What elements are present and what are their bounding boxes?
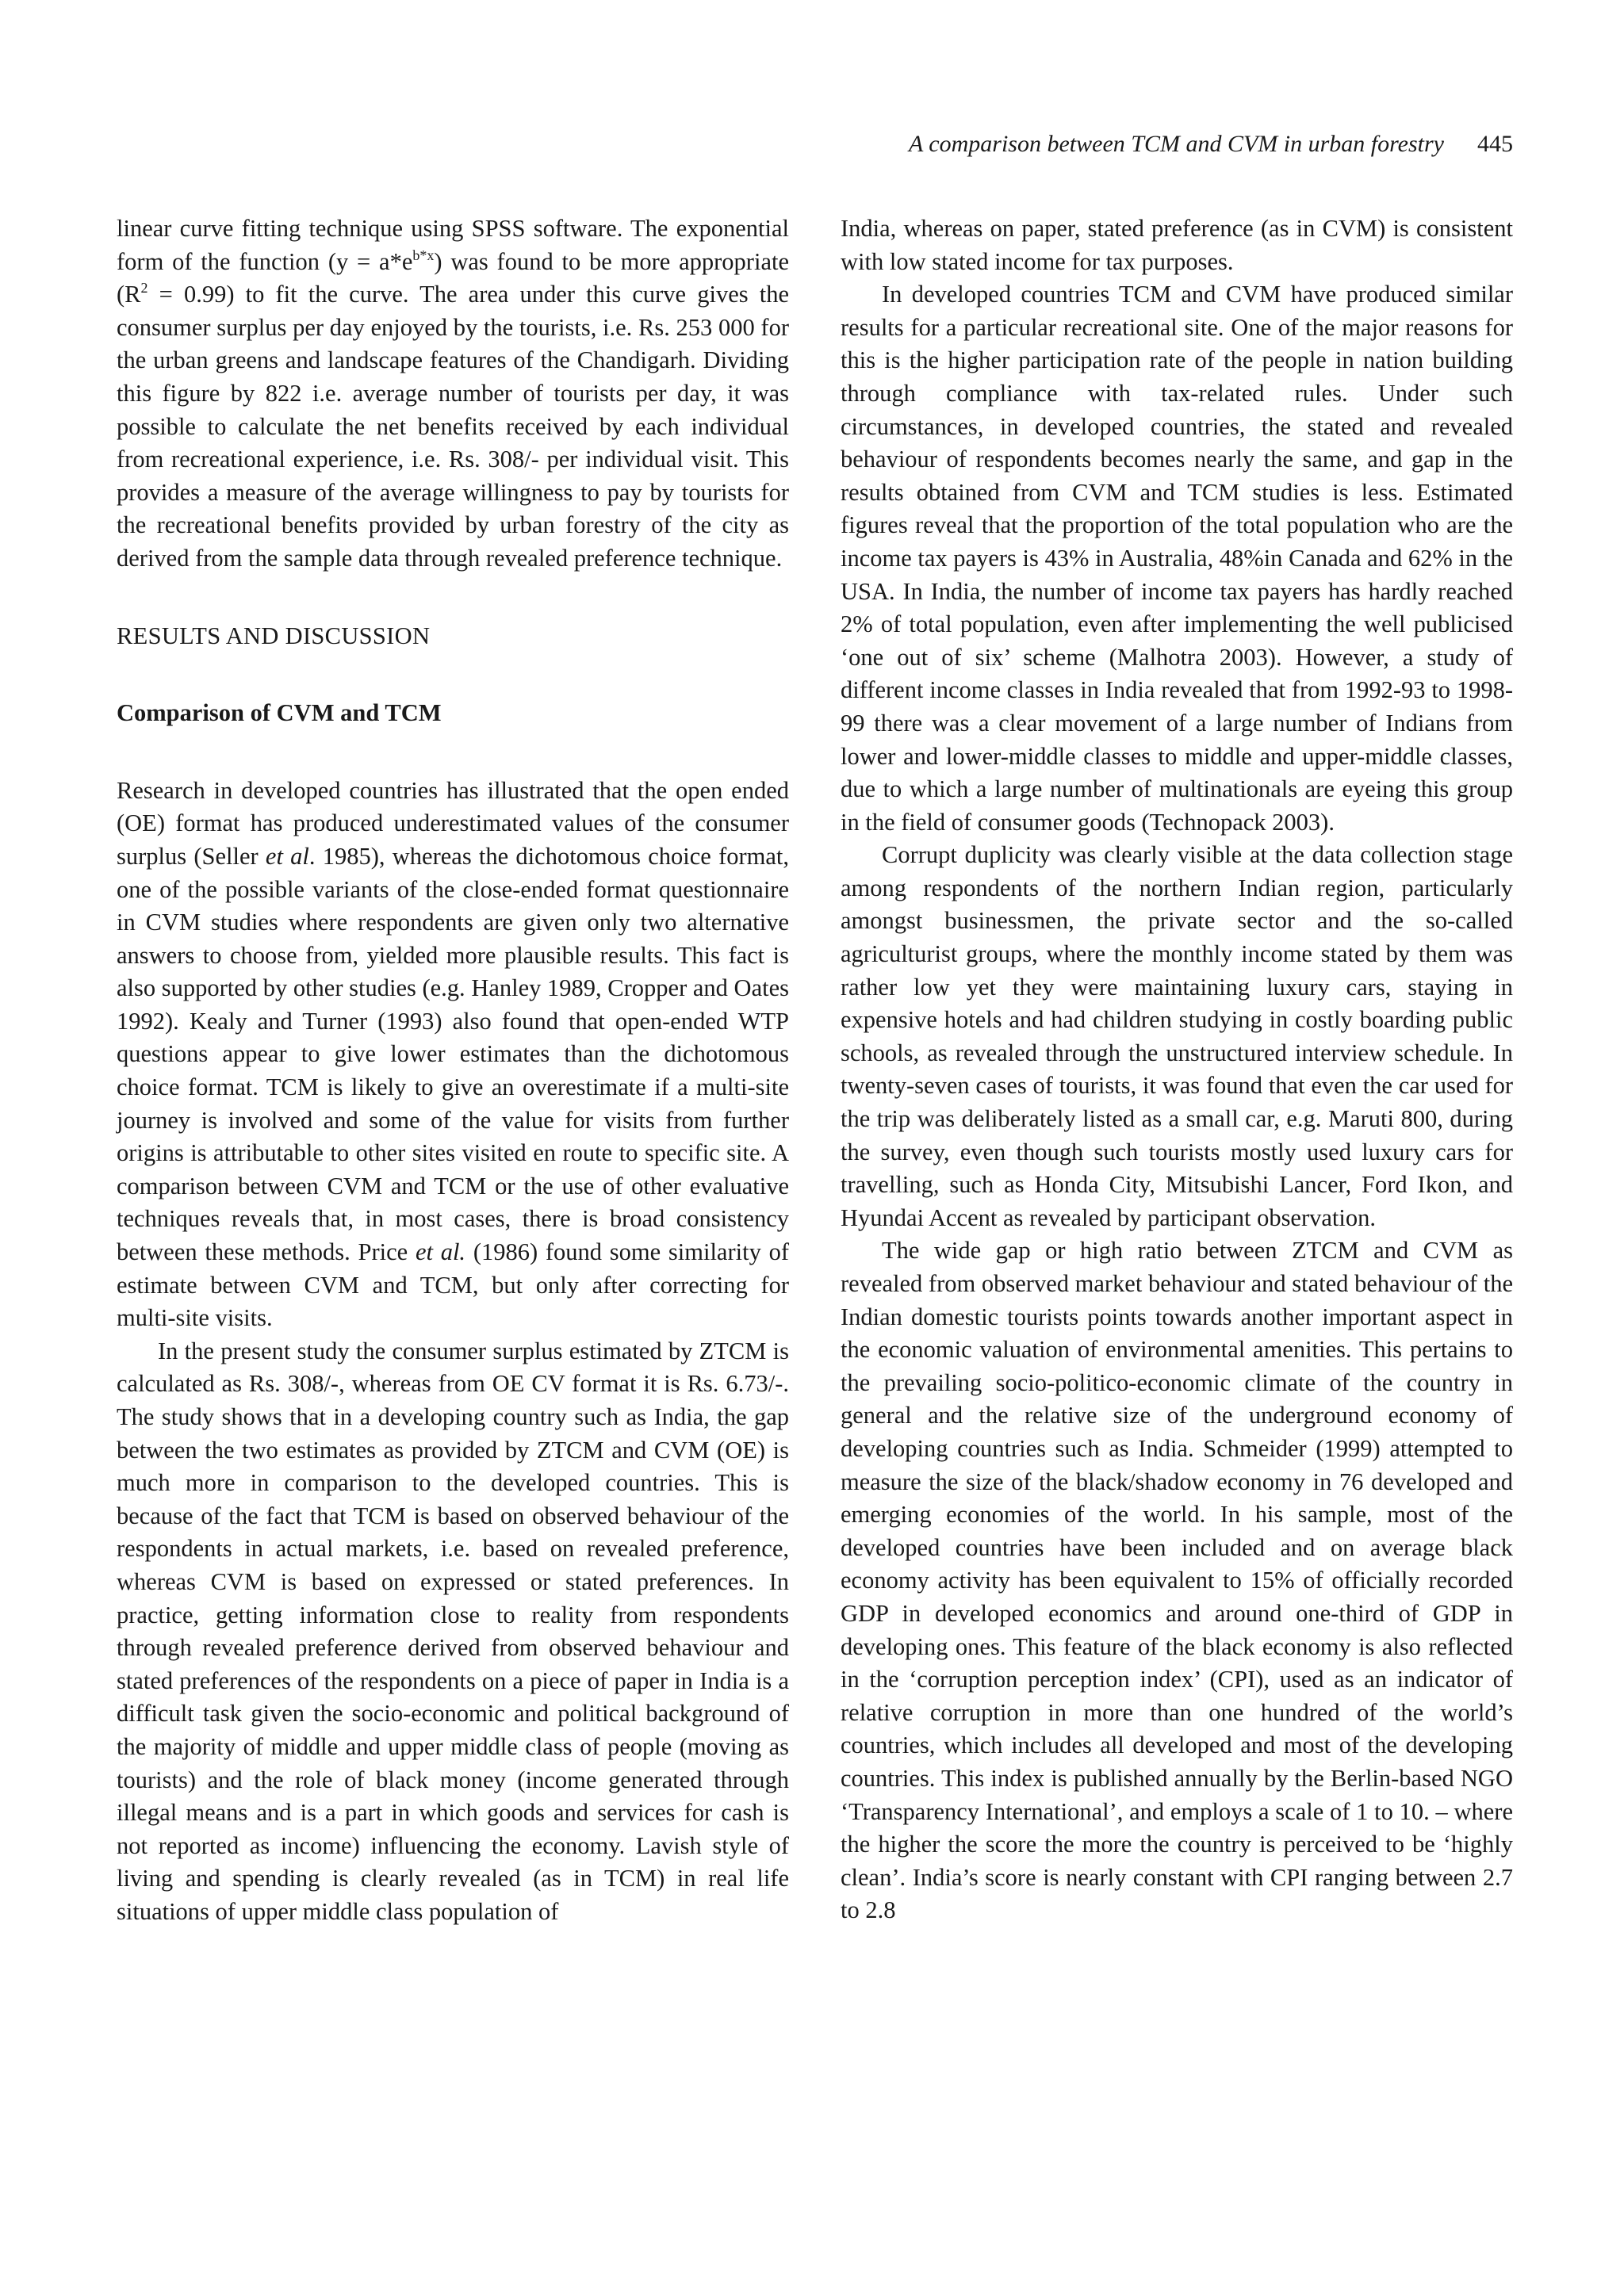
left-column xyxy=(117,212,789,1929)
paragraph-wide-gap: The wide gap or high ratio between ZTCM and CVM as revealed from observed market behaviour and stated behaviour of the Indian domestic tourists points towards another important aspect in the economic valuation of environmental amenities. This pertains to the prevailing socio-politico-economic climate of the country in general and the relative size of the underground economy of developing countries such as India. Schmeider (1999) attempted to measure the size of the black/shadow economy in 76 developed and emerging economies of the world. In his sample, most of the developed countries have been included and on average black economy activity has been equivalent to 15% of officially recorded GDP in developed economics and around one-third of GDP in developing ones. This feature of the black economy is also reflected in the ‘corruption perception index’ (CPI), used as an indicator of relative corruption in more than one hundred of the world’s countries, which includes all developed and most of the developing countries. This index is published annually by the Berlin-based NGO ‘Transparency International’, and employs a scale of 1 to 10. – where the higher the score the more the country is perceived to be ‘highly clean’. India’s score is nearly constant with CPI ranging between 2.7 to 2.8 xyxy=(841,1237,1513,1924)
paragraph-research xyxy=(117,775,789,1335)
superscript-exponent: b*x xyxy=(412,247,435,263)
paragraph-developed-countries: In developed countries TCM and CVM have produced similar results for a particular recreational site. One of the major reasons for this is the higher participation rate of the people in nation building through compliance with tax-related rules. Under such circumstances, in developed countries, the stated and revealed behaviour of respondents becomes nearly the same, and gap in the results obtained from CVM and TCM studies is less. Estimated figures reveal that the proportion of the total population who are the income tax payers is 43% in Australia, 48%in Canada and 62% in the USA. In India, the number of income tax payers has hardly reached 2% of total population, even after implementing the well publicised ‘one out of six’ scheme (Malhotra 2003). However, a study of different income classes in India revealed that from 1992-93 to 1998-99 there was a clear movement of a large number of Indians from lower and lower-middle classes to middle and upper-middle classes, due to which a large number of multinationals are eyeing this group in the field of consumer goods (Technopack 2003). xyxy=(841,281,1513,836)
paragraph-corrupt-duplicity: Corrupt duplicity was clearly visible at the data collection stage among respondents of the northern Indian region, particularly amongst businessmen, the private sector and the so-called agriculturist groups, where the monthly income stated by them was rather low yet they were maintaining luxury cars, staying in expensive hotels and had children studying in costly boarding public schools, as revealed through the unstructured interview schedule. In twenty-seven cases of tourists, it was found that even the car used for the trip was deliberately listed as a small car, e.g. Maruti 800, during the survey, even though such tourists mostly used luxury cars for travelling, such as Honda City, Mitsubishi Lancer, Ford Ikon, and Hyundai Accent as revealed by participant observation. xyxy=(841,841,1513,1231)
text-run: . 1985), whereas the dichotomous choice format, one of the possible variants of the close-ended format questionnaire in CVM studies where respondents are given only two alternative answers to choose from, yielded more plausible results. This fact is also supported by other studies (e.g. Hanley 1989, Cropper and Oates 1992). Kealy and Turner (1993) also found that open-ended WTP questions appear to give lower estimates than the dichotomous choice format. TCM is likely to give an overestimate if a multi-site journey is involved and some of the value for visits from further origins is attributable to other sites visited en route to specific site. A comparison between CVM and TCM or the use of other evaluative techniques reveals that, in most cases, there is broad consistency between these methods. Price xyxy=(117,842,789,1266)
superscript-r-squared: 2 xyxy=(140,280,148,297)
running-title: A comparison between TCM and CVM in urban forestry xyxy=(909,131,1444,157)
text-run: (1986) found some similarity of estimate between CVM and TCM, but only after correcting for multi-site visits. xyxy=(117,1238,789,1332)
right-column xyxy=(841,212,1513,1927)
text-run: Research in developed countries has illustrated that the open ended (OE) format has produced underestimated values of the consumer surplus (Seller xyxy=(117,776,789,870)
text-run: linear curve fitting technique using SPSS software. The exponential form of the function (y = a*e xyxy=(117,215,789,275)
running-header xyxy=(825,127,1513,162)
subsection-heading-comparison: Comparison of CVM and TCM xyxy=(117,699,442,727)
text-run: ) was found to be more appropriate (R xyxy=(117,247,789,308)
page-number: 445 xyxy=(1477,131,1513,157)
paragraph-continued: India, whereas on paper, stated preference (as in CVM) is consistent with low stated income for tax purposes. xyxy=(841,215,1513,275)
section-heading-results: RESULTS AND DISCUSSION xyxy=(117,622,431,649)
italic-et-al: et al xyxy=(265,842,309,870)
paragraph-present-study: In the present study the consumer surplus estimated by ZTCM is calculated as Rs. 308/-, whereas from OE CV format it is Rs. 6.73/-. The study shows that in a developing country such as India, the gap between the two estimates as provided by ZTCM and CVM (OE) is much more in comparison to the developed countries. This is because of the fact that TCM is based on observed behaviour of the respondents in actual markets, i.e. based on revealed preference, whereas CVM is based on expressed or stated preferences. In practice, getting information close to reality from respondents through revealed preference derived from observed behaviour and stated preferences of the respondents on a piece of paper in India is a difficult task given the socio-economic and political background of the majority of middle and upper middle class of people (moving as tourists) and the role of black money (income generated through illegal means and is a part in which goods and services for cash is not reported as income) influencing the economy. Lavish style of living and spending is clearly revealed (as in TCM) in real life situations of upper middle class population of xyxy=(117,1337,789,1925)
paragraph-curve-fitting xyxy=(117,212,789,576)
italic-et-al: et al. xyxy=(415,1238,466,1266)
text-run: = 0.99) to fit the curve. The area under this curve gives the consumer surplus per day enjoyed by the tourists, i.e. Rs. 253 000 for the urban greens and landscape features of the Chandigarh. Dividing this figure by 822 i.e. average number of tourists per day, it was possible to calculate the net benefits received by each individual from recreational experience, i.e. Rs. 308/- per individual visit. This provides a measure of the average willingness to pay by tourists for the recreational benefits provided by urban forestry of the city as derived from the sample data through revealed preference technique. xyxy=(117,281,789,572)
